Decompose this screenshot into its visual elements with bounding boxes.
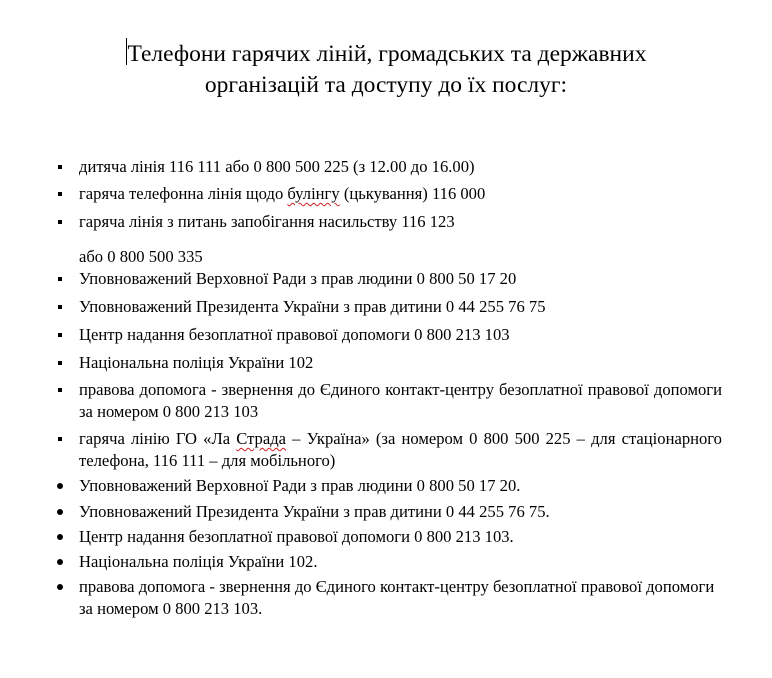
- list-item-text: Уповноважений Верховної Ради з прав людини 0 800 50 17 20.: [79, 476, 521, 495]
- list-item: [79, 211, 722, 233]
- list-item: [79, 268, 722, 290]
- title-line-2: організацій та доступу до їх послуг:: [204, 72, 568, 98]
- list-item-text-end: – Україна» (за номером 0 800 500 225 – для стаціонарного телефона, 116 111 – для мобільного): [79, 429, 722, 470]
- title-line-1-text: Телефони гарячих ліній, громадських та державних: [127, 41, 647, 67]
- list-item-text-start: гаряча телефонна лінія щодо: [79, 184, 288, 203]
- list-item-text: Уповноважений Президента України з прав дитини 0 44 255 76 75.: [79, 502, 550, 521]
- list-item: [79, 379, 722, 423]
- list-item-text: Національна поліція України 102.: [79, 552, 318, 571]
- list-item: [79, 324, 722, 346]
- list-item: [79, 501, 722, 523]
- list-item-text: дитяча лінія 116 111 або 0 800 500 225 (з 12.00 до 16.00): [79, 157, 475, 176]
- spellcheck-flagged-word: булінгу: [287, 184, 340, 203]
- list-item: [79, 352, 722, 374]
- list-item-text-start: гаряча лінію ГО «Ла: [79, 429, 237, 448]
- list-item-text: Центр надання безоплатної правової допомоги 0 800 213 103.: [79, 527, 514, 546]
- list-item-text: Уповноважений Президента України з прав дитини 0 44 255 76 75: [79, 297, 546, 316]
- list-item: [79, 526, 722, 548]
- list-item: [79, 428, 722, 472]
- list-item: [79, 475, 722, 497]
- list-item-text: Національна поліція України 102: [79, 353, 314, 372]
- list-item-text: Центр надання безоплатної правової допомоги 0 800 213 103: [79, 325, 510, 344]
- list-item-text: гаряча лінія з питань запобігання насильству 116 123: [79, 212, 455, 231]
- list-item-text: правова допомога - звернення до Єдиного контакт-центру безоплатної правової допомоги за номером 0 800 213 103: [79, 380, 722, 421]
- list-item-text: правова допомога - звернення до Єдиного контакт-центру безоплатної правової допомоги за номером 0 800 213 103.: [79, 577, 715, 618]
- list-item: [79, 156, 722, 178]
- list-item-text: Уповноважений Верховної Ради з прав людини 0 800 50 17 20: [79, 269, 517, 288]
- spellcheck-flagged-word: Страда: [236, 429, 287, 448]
- list-item: [79, 183, 722, 205]
- list-item-continuation: або 0 800 500 335: [79, 247, 203, 266]
- list-item: [79, 296, 722, 318]
- list-item-text-end: (цькування) 116 000: [339, 184, 486, 203]
- list-item: [79, 576, 722, 620]
- list-item: [79, 551, 722, 573]
